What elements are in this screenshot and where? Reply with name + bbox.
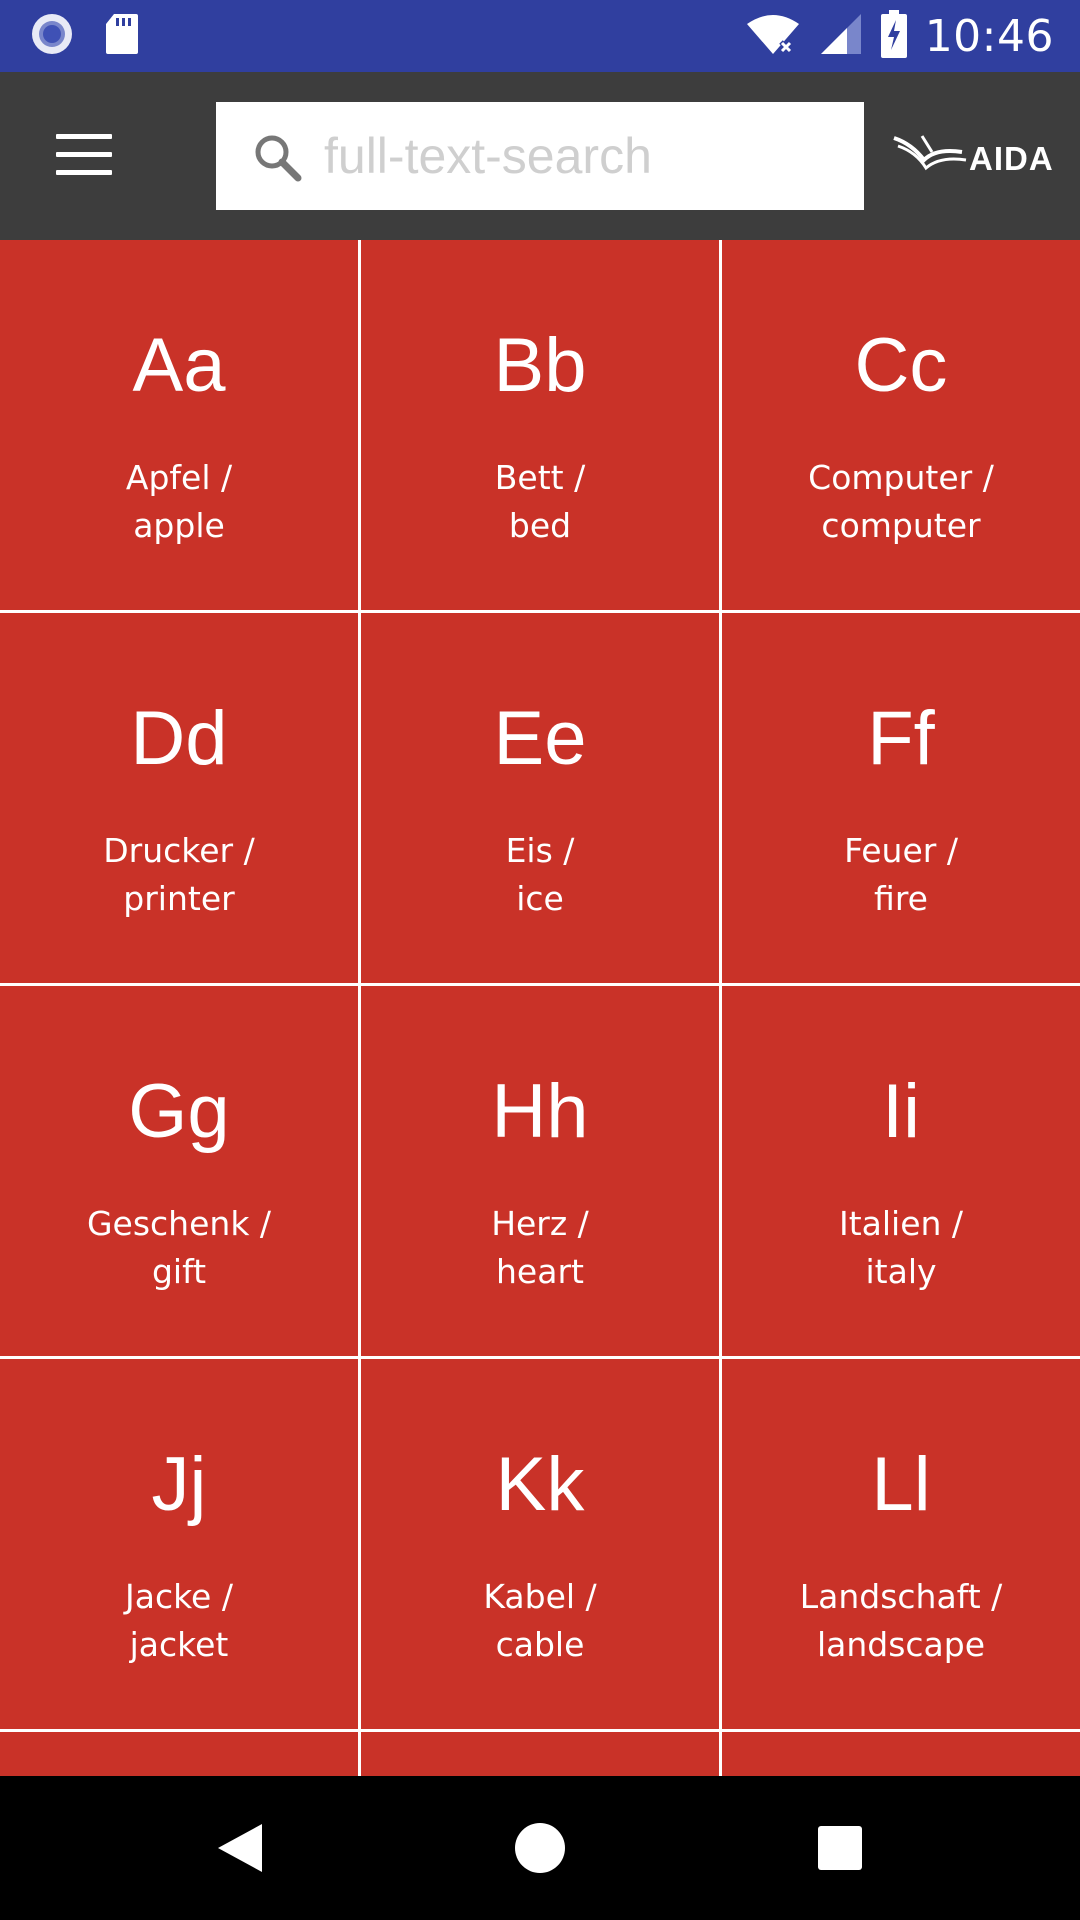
tile-word: Eis / ice [505,831,575,918]
tile-l[interactable] [722,1359,1080,1729]
tile-letter: Kk [495,1442,585,1527]
battery-charging-icon [881,10,907,62]
alphabet-grid [0,240,1080,1776]
cellular-signal-icon [819,12,863,60]
tile-d[interactable] [0,613,358,983]
tile-word: Landschaft / landscape [799,1577,1003,1664]
sd-card-icon [104,12,140,60]
tile-word: Computer / computer [808,458,994,545]
tile-e[interactable] [361,613,719,983]
aida-logo [892,130,1062,186]
clock-time: 10:46 [924,10,1054,62]
tile-letter: Dd [130,696,228,781]
tile-a[interactable] [0,240,358,610]
tile-f[interactable] [722,613,1080,983]
tile-letter: Jj [151,1442,207,1527]
tile-h[interactable] [361,986,719,1356]
tile-partial[interactable] [0,1732,358,1776]
status-bar [0,0,1080,72]
search-input[interactable] [324,102,844,210]
tile-c[interactable] [722,240,1080,610]
notification-circle-icon [30,12,74,60]
tile-word: Feuer / fire [844,831,958,918]
tile-b[interactable] [361,240,719,610]
tile-k[interactable] [361,1359,719,1729]
tile-j[interactable] [0,1359,358,1729]
tile-partial[interactable] [722,1732,1080,1776]
recents-icon[interactable] [804,1812,876,1884]
tile-letter: Gg [128,1069,230,1154]
navigation-bar [0,1776,1080,1920]
tile-word: Jacke / jacket [125,1577,233,1664]
app-bar [0,72,1080,240]
back-icon[interactable] [204,1812,276,1884]
search-icon [252,132,302,182]
home-icon[interactable] [504,1812,576,1884]
wifi-no-internet-icon [745,12,801,60]
search-box[interactable] [216,102,864,210]
tile-word: Geschenk / gift [86,1204,272,1291]
tile-i[interactable] [722,986,1080,1356]
tile-word: Bett / bed [494,458,586,545]
tile-letter: Ff [867,696,935,781]
tile-g[interactable] [0,986,358,1356]
tile-word: Italien / italy [838,1204,964,1291]
tile-word: Drucker / printer [103,831,255,918]
tile-letter: Bb [493,323,587,408]
tile-letter: Cc [854,323,948,408]
tile-word: Kabel / cable [483,1577,597,1664]
tile-letter: Ii [882,1069,920,1154]
tile-word: Apfel / apple [125,458,233,545]
logo-text: AIDA [969,140,1054,177]
tile-letter: Hh [491,1069,589,1154]
tile-word: Herz / heart [491,1204,589,1291]
tile-letter: Ll [871,1442,931,1527]
tile-letter: Ee [493,696,587,781]
hamburger-menu-icon[interactable] [48,124,120,184]
tile-letter: Aa [132,323,226,408]
tile-partial[interactable] [361,1732,719,1776]
